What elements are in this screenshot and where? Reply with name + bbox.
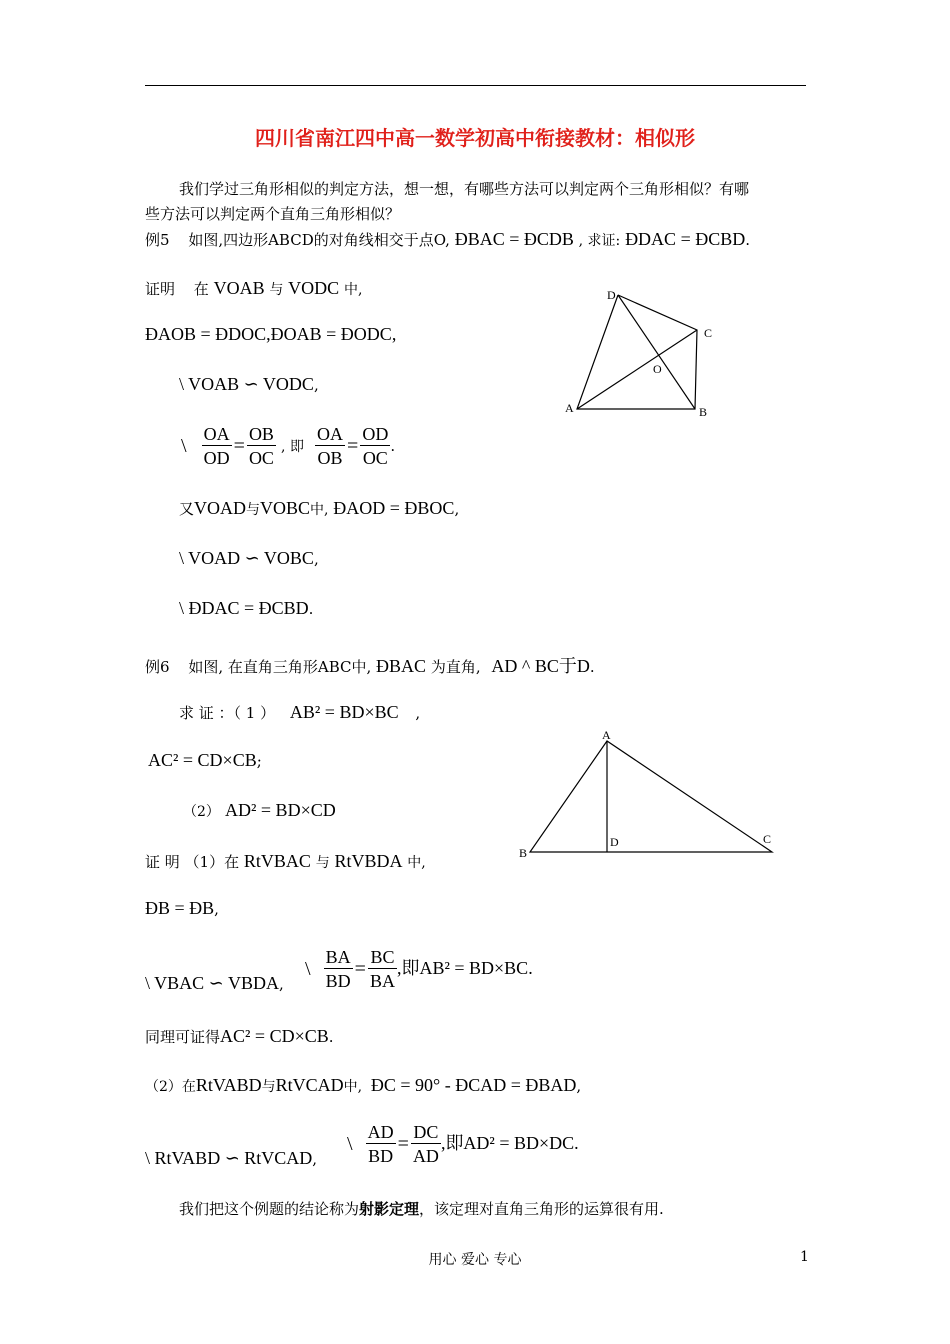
- ex5-label: 例5: [145, 231, 170, 249]
- proof-zai: 在: [193, 280, 209, 298]
- ex6-statement: 例6 如图, 在直角三角形ABC中, ÐBAC 为直角, AD ^ BC于D.: [145, 656, 595, 676]
- page-title: 四川省南江四中高一数学初高中衔接教材：相似形: [255, 126, 695, 150]
- fraction-oa-ob: $\frac{OA}{OB}$: [317, 424, 344, 468]
- ex6-proof-1: 证 明 （1）在 RtVBAC 与 RtVBDA 中,: [145, 851, 426, 871]
- label-a: A: [602, 728, 611, 742]
- quadrilateral-outline: [577, 295, 697, 409]
- ex6-similar-2: \ RtVABD ∽ RtVCAD,: [145, 1148, 318, 1168]
- ex5-proof-line-1: [145, 278, 362, 299]
- tri-oab: VOAB: [213, 278, 265, 298]
- ex6-similar-1: \ VBAC ∽ VBDA,: [145, 973, 284, 993]
- diagonal-ac: [577, 330, 697, 409]
- intro-line-2: 些方法可以判定两个直角三角形相似？: [145, 205, 401, 223]
- fraction-dc-ad: $\frac{DC}{AD}$: [412, 1122, 439, 1166]
- ex6-same-proof: 同理可证得AC² = CD×CB.: [145, 1026, 334, 1046]
- ex5-ratio-line: \ $\frac{OA}{OD}$ = $\frac{OB}{OC}$ , 即 $\frac{OA}{OB}$ = $\frac{OD}{OC}$ .: [181, 424, 396, 468]
- ex6-ratio-2: \ $\frac{AD}{BD}$ = $\frac{DC}{AD}$ ,即AD² = BD×DC.: [347, 1122, 579, 1166]
- label-d: D: [607, 288, 616, 302]
- ex5-period: .: [745, 231, 751, 249]
- ex5-goal: ÐDAC = ÐCBD: [625, 229, 746, 249]
- ex6-qiuzheng-3: （2） AD² = BD×CD: [183, 800, 336, 820]
- ji-text: , 即: [281, 439, 304, 455]
- ex5-text: 如图,四边形ABCD的对角线相交于点O,: [188, 231, 450, 249]
- label-a: A: [565, 401, 574, 415]
- ex5-similar-1: \ VOAB ∽ VODC,: [179, 374, 319, 394]
- ex6-qiuzheng-1: 求 证 ：（ 1 ） AB² = BD×BC ,: [179, 702, 421, 722]
- tri-odc: VODC: [288, 278, 340, 298]
- ex6-proof-2: （2）在RtVABD与RtVCAD中, ÐC = 90° - ÐCAD = ÐBAD,: [145, 1075, 582, 1095]
- fraction-oa-od: $\frac{OA}{OD}$: [203, 424, 230, 468]
- intro-line-1: 我们学过三角形相似的判定方法，想一想，有哪些方法可以判定两个三角形相似？有哪: [179, 180, 750, 198]
- footer-motto: 用心 爱心 专心: [428, 1252, 522, 1268]
- ex5-line-5: 又VOAD与VOBC中, ÐAOD = ÐBOC,: [179, 498, 460, 518]
- ex6-ratio-1: \ $\frac{BA}{BD}$ = $\frac{BC}{BA}$ ,即AB² = BD×BC.: [305, 947, 533, 991]
- label-c: C: [704, 326, 713, 340]
- proof-label: 证明: [145, 280, 176, 298]
- ex5-given: ÐBAC = ÐCDB: [454, 229, 574, 249]
- ex5-angle-equalities: ÐAOB = ÐDOC,ÐOAB = ÐODC,: [145, 324, 397, 344]
- fraction-ad-bd: $\frac{AD}{BD}$: [367, 1122, 394, 1166]
- label-b: B: [519, 846, 528, 860]
- conclusion-line: 我们把这个例题的结论称为射影定理，该定理对直角三角形的运算很有用.: [179, 1200, 664, 1218]
- label-c: C: [763, 832, 772, 846]
- therefore-symbol: \: [181, 435, 187, 457]
- ex5-statement: [145, 229, 750, 250]
- fraction-ob-oc: $\frac{OB}{OC}$: [248, 424, 274, 468]
- label-o: O: [653, 362, 662, 376]
- header-rule: [145, 85, 806, 86]
- ex6-qiuzheng-2: AC² = CD×CB;: [148, 750, 262, 770]
- triangle-abc: [530, 741, 772, 852]
- page-number: 1: [800, 1249, 809, 1265]
- label-b: B: [699, 405, 708, 419]
- ex5-similar-2: \ VOAD ∽ VOBC,: [179, 548, 319, 568]
- fraction-od-oc: $\frac{OD}{OC}$: [362, 424, 389, 468]
- ex5-qiuzheng: , 求证:: [578, 233, 621, 249]
- proof-yu: 与: [269, 282, 284, 298]
- fraction-ba-bd: $\frac{BA}{BD}$: [325, 947, 351, 991]
- fraction-bc-ba: $\frac{BC}{BA}$: [369, 947, 395, 991]
- figure-right-triangle: [515, 725, 785, 865]
- projection-theorem: 射影定理: [359, 1200, 420, 1218]
- figure-quadrilateral: [560, 285, 730, 420]
- ex5-conclusion: \ ÐDAC = ÐCBD.: [179, 598, 314, 618]
- ex6-angle-b: ÐB = ÐB,: [145, 898, 219, 918]
- proof-zhong: 中,: [343, 282, 363, 298]
- label-d: D: [610, 835, 619, 849]
